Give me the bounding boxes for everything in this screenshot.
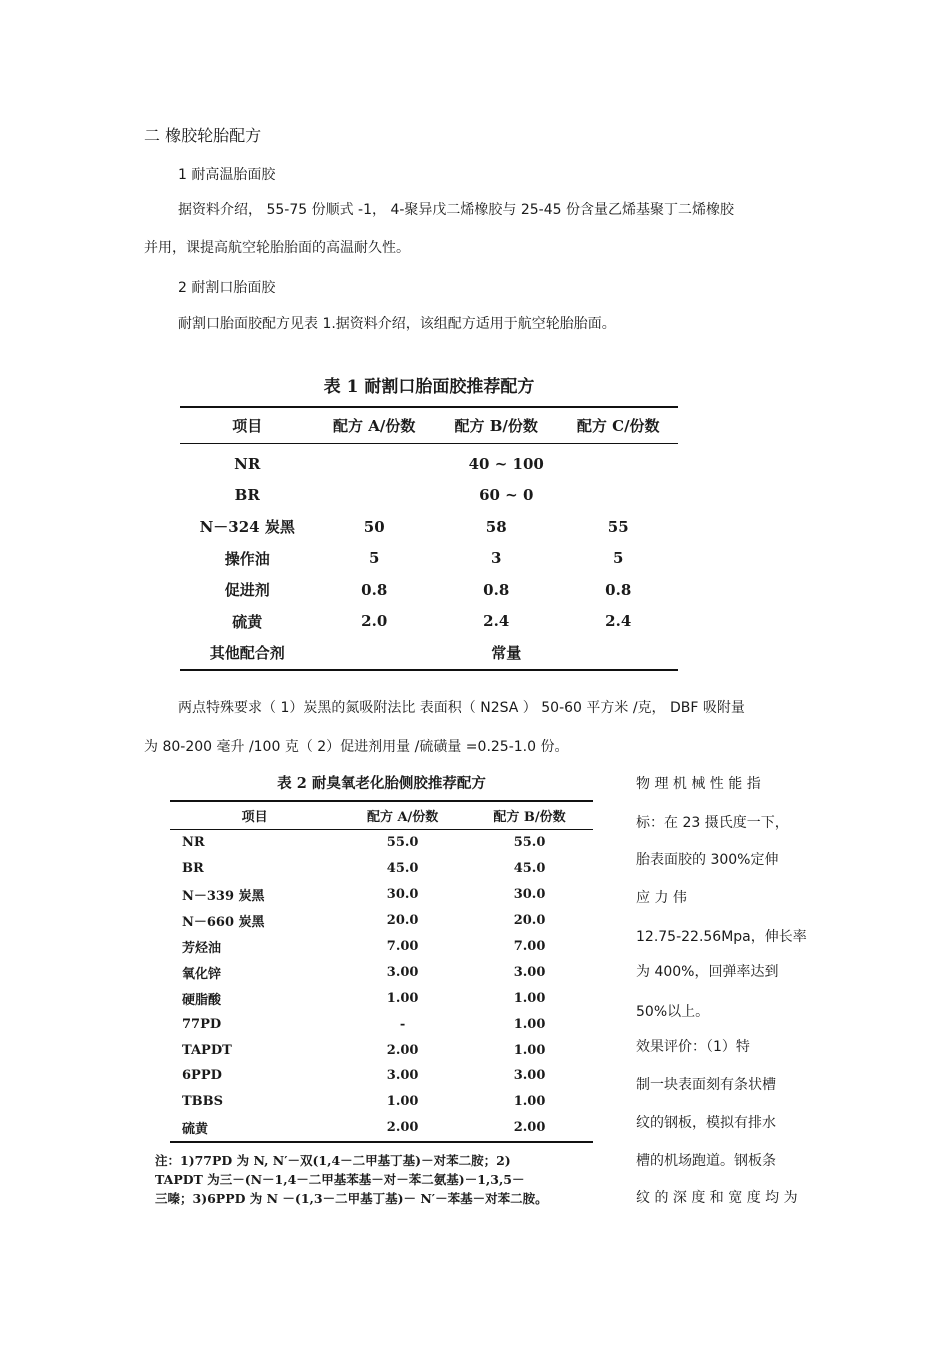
side-text-line: 效果评价：（1）特 — [636, 1039, 750, 1055]
paragraph-2-line-1: 耐割口胎面胶配方见表 1.据资料介绍，该组配方适用于航空轮胎胎面。 — [178, 316, 616, 332]
table-row — [170, 985, 593, 1011]
table-row — [180, 543, 678, 575]
table-cell-c: 5 — [613, 549, 624, 568]
side-text-line: 制一块表面刻有条状槽 — [636, 1077, 776, 1093]
table-cell-a: 50 — [363, 517, 385, 536]
side-text-line: 标：在 23 摄氏度一下， — [636, 815, 789, 831]
table-cell-item: 6PPD — [182, 1068, 222, 1084]
table-cell-a: 1.00 — [386, 1094, 419, 1110]
table-cell-item: NR — [234, 454, 261, 473]
table-cell-span: 常量 — [491, 644, 522, 663]
side-text-line: 胎表面胶的 300%定伸 — [636, 852, 779, 868]
table-cell-item: 硫黄 — [182, 1122, 209, 1138]
side-text-line: 槽的机场跑道。钢板条 — [636, 1153, 776, 1169]
table-cell-a: 3.00 — [386, 964, 419, 980]
table-row — [170, 959, 593, 985]
table-cell-item: 硫黄 — [232, 612, 263, 631]
side-text-line: 纹的钢板，模拟有排水 — [636, 1115, 776, 1131]
table-1-header-b: 配方 B/份数 — [434, 407, 559, 444]
table-2-header-item: 项目 — [170, 801, 339, 830]
table-1-header-row — [180, 407, 678, 444]
table-cell-b: 2.00 — [513, 1120, 546, 1136]
table-2-caption: 表 2 耐臭氧老化胎侧胶推荐配方 — [277, 775, 486, 792]
table-row — [170, 1011, 593, 1037]
table-cell-a: 2.0 — [361, 612, 388, 631]
table-cell-a: 1.00 — [386, 990, 419, 1006]
table-cell-b: 3.00 — [513, 1068, 546, 1084]
table-cell-b: 58 — [485, 517, 507, 536]
side-text-line: 物 理 机 械 性 能 指 — [636, 776, 761, 792]
table-cell-b: 3.00 — [513, 964, 546, 980]
side-text-line: 12.75-22.56Mpa，伸长率 — [636, 929, 807, 945]
table-cell-item: 操作油 — [224, 549, 270, 568]
table-row — [180, 606, 678, 638]
table-cell-item: N－660 炭黑 — [182, 915, 265, 931]
table-cell-c: 55 — [607, 517, 629, 536]
table-cell-b: 1.00 — [513, 1016, 546, 1032]
table-row — [170, 1115, 593, 1142]
table-cell-a: 0.8 — [361, 580, 388, 599]
table-cell-a: - — [399, 1016, 406, 1032]
table-cell-item: 硬脂酸 — [182, 992, 222, 1008]
table-1 — [180, 406, 678, 671]
table-cell-a: 45.0 — [386, 861, 419, 877]
subsection-title-2: 2 耐割口胎面胶 — [178, 280, 276, 296]
table-cell-b: 0.8 — [483, 580, 510, 599]
table-cell-item: TAPDT — [182, 1042, 232, 1058]
paragraph-1-line-1: 据资料介绍， 55-75 份顺式 -1， 4-聚异戊二烯橡胶与 25-45 份含量乙烯基聚丁二烯橡胶 — [178, 202, 734, 218]
table-row — [170, 1063, 593, 1089]
table-2-header-a: 配方 A/份数 — [339, 801, 466, 830]
table-cell-item: 芳烃油 — [182, 941, 222, 956]
table-cell-item: 促进剂 — [224, 581, 270, 600]
table-cell-span: 60 ~ 0 — [479, 486, 534, 505]
table-cell-item: N－324 炭黑 — [199, 518, 295, 537]
table-cell-item: 其他配合剂 — [209, 644, 285, 663]
table-2-note-line: 注：1)77PD 为 N, N′－双(1,4－二甲基丁基)－对苯二胺；2) — [155, 1153, 511, 1168]
table-row — [170, 1089, 593, 1115]
table-row — [170, 856, 593, 882]
table-cell-a: 55.0 — [386, 835, 419, 851]
table-row — [170, 882, 593, 908]
table-cell-c: 0.8 — [605, 580, 632, 599]
table-row — [170, 1037, 593, 1063]
side-text-line: 应 力 伟 — [636, 890, 687, 906]
table-cell-a: 2.00 — [386, 1042, 419, 1058]
table-cell-a: 30.0 — [386, 887, 419, 903]
table-row — [180, 444, 678, 480]
table-row — [170, 830, 593, 856]
table-cell-b: 3 — [491, 549, 502, 568]
table-cell-a: 20.0 — [386, 913, 419, 929]
paragraph-1-line-2: 并用，课提高航空轮胎胎面的高温耐久性。 — [144, 240, 410, 256]
table-cell-item: N－339 炭黑 — [182, 889, 265, 905]
section-title: 二 橡胶轮胎配方 — [144, 126, 262, 145]
table-cell-a: 5 — [368, 549, 380, 568]
table-cell-b: 20.0 — [513, 913, 546, 929]
table-cell-item: NR — [182, 835, 205, 851]
table-cell-b: 55.0 — [513, 835, 546, 851]
table-row — [180, 480, 678, 512]
table-2 — [170, 800, 593, 1143]
table-cell-b: 45.0 — [513, 861, 546, 877]
table-2-header-row — [170, 801, 593, 830]
subsection-title-1: 1 耐高温胎面胶 — [178, 167, 276, 183]
table-cell-span: 40 ~ 100 — [468, 454, 544, 473]
table-2-header-b: 配方 B/份数 — [466, 801, 593, 830]
table-2-note — [155, 1151, 610, 1208]
table-2-note-line: TAPDT 为三－(N－1,4－二甲基苯基－对－苯二氨基)－1,3,5－ — [155, 1172, 525, 1187]
table-cell-item: BR — [234, 486, 260, 505]
table-cell-b: 1.00 — [513, 1042, 546, 1058]
table-row — [170, 908, 593, 934]
table-1-header-c: 配方 C/份数 — [558, 407, 678, 444]
table-cell-b: 7.00 — [513, 939, 546, 954]
table-cell-b: 1.00 — [513, 1094, 546, 1110]
side-text-line: 50%以上。 — [636, 1004, 710, 1020]
table-cell-b: 2.4 — [483, 612, 510, 631]
table-cell-b: 1.00 — [513, 990, 546, 1006]
table-row — [180, 637, 678, 670]
paragraph-3-line-2: 为 80-200 毫升 /100 克（ 2）促进剂用量 /硫磺量 =0.25-1.0 份。 — [144, 739, 569, 755]
table-cell-item: 77PD — [182, 1016, 222, 1032]
table-cell-a: 3.00 — [386, 1068, 419, 1084]
table-cell-item: 氧化锌 — [182, 966, 222, 982]
table-cell-item: BR — [182, 861, 204, 877]
table-1-header-item: 项目 — [180, 407, 314, 444]
side-text-line: 为 400%，回弹率达到 — [636, 964, 779, 980]
table-cell-a: 7.00 — [386, 939, 419, 954]
table-1-caption: 表 1 耐割口胎面胶推荐配方 — [323, 377, 535, 397]
table-cell-b: 30.0 — [513, 887, 546, 903]
table-cell-c: 2.4 — [605, 612, 632, 631]
table-row — [180, 511, 678, 543]
table-cell-a: 2.00 — [386, 1120, 419, 1136]
paragraph-3-line-1: 两点特殊要求（ 1）炭黑的氮吸附法比 表面积（ N2SA ） 50-60 平方米 /克， DBF 吸附量 — [178, 700, 745, 716]
table-1-header-a: 配方 A/份数 — [314, 407, 434, 444]
table-2-note-line: 三嗪；3)6PPD 为 N －(1,3－二甲基丁基)－ N′－苯基－对苯二胺。 — [155, 1191, 548, 1206]
side-text-line: 纹 的 深 度 和 宽 度 均 为 — [636, 1190, 798, 1206]
table-row — [170, 934, 593, 960]
table-row — [180, 574, 678, 606]
table-cell-item: TBBS — [182, 1094, 224, 1110]
